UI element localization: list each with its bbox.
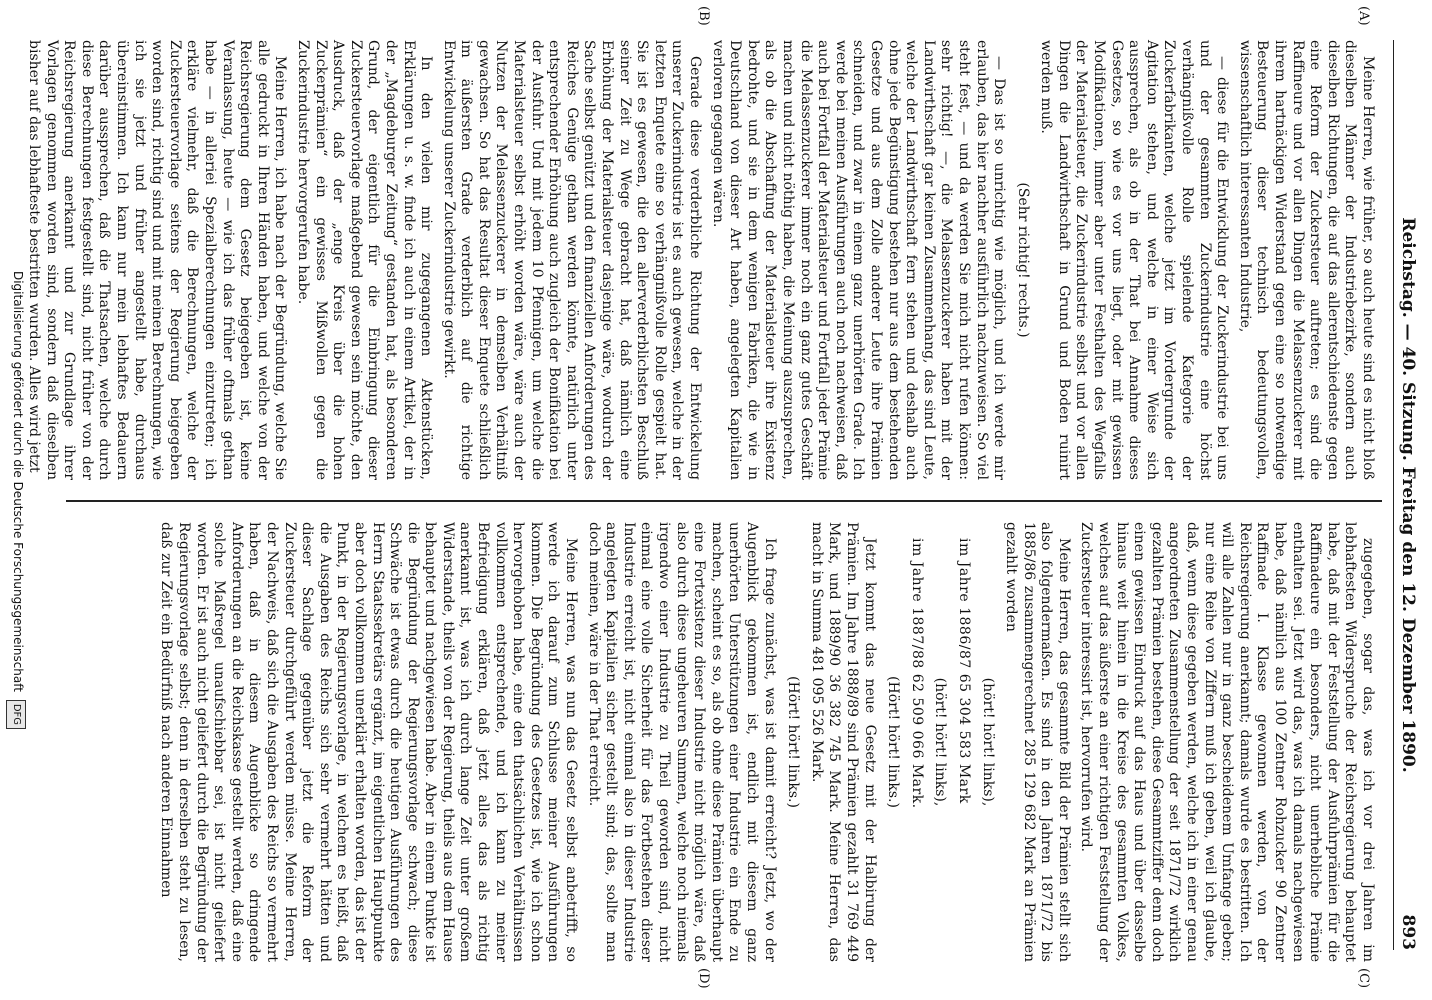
margin-marker-d: (D)	[696, 968, 711, 989]
paragraph: — diese für die Entwicklung der Zuckerindustrie bei uns und der gesammten Zuckerindustrie eine höchst verhängnißvolle Rolle spielende Kategorie der Zuckerfabrikanten, welche jetzt im Vordergrunde der Agitation stehen, und welche in einer Weise sich aussprechen, als ob in der That bei Annahme dieses Gesetzes, so wie es vor uns liegt, oder mit gewissen Modifikationen, immer aber unter Festhalten des Wegfalls der Materialsteuer, die Zuckerindustrie selbst und vor allen Dingen die Landwirthschaft in Grund und Boden ruinirt werden muß.	[1038, 40, 1231, 480]
margin-marker-a: (A)	[1356, 6, 1371, 26]
paragraph: — Das ist so unrichtig wie möglich, und ich werde mir erlauben, das hier nachher ausführlich nachzuweisen. So viel steht fest, — und da werden Sie mich nicht rufen können: sehr richtig! —, die Melassenzuckerer haben mit der Landwirthschaft gar keinen Zusammenhang, das sind Leute, welche der Landwirthschaft fern stehen und deshalb auch ohne jede Begünstigung bestehen nur aus dem bestehenden Gesetze und aus dem Zolle anderer Leute ihre Prämien schneiden, und zwar in einem ganz unerhörten Grade. Ich werde bei meinen Ausführungen auch noch nachweisen, daß auch bei Fortfall der Materialsteuer und Fortfall jeder Prämie die Melassenzuckerer immer noch ein ganz gutes Geschäft machen und nicht nöthig haben, die Meinung auszusprechen, als ob die Abschaffung der Materialsteuer ihre Existenz bedrohte, und sie in dem wenigen Fabriken, die wie in Deutschland von dieser Art haben, angelegten Kapitalien verloren gegangen wären.	[709, 40, 1008, 480]
interjection: (Sehr richtig! rechts.)	[1014, 182, 1031, 338]
right-text-column	[66, 522, 1376, 962]
interjection: (hört! hört! links),	[979, 677, 996, 807]
paragraph: Meine Herren, wie früher, so auch heute sind es nicht bloß dieselben Männer der Industriebezirke, sondern auch dieselben Richtungen, die auf das allerentschiedenste gegen eine Reform der Zuckersteuer auftreten; es sind die Raffineure und vor allen Dingen die Melassenzuckerer mit ihrem hartnäckigen Widerstand gegen eine so notwendige Besteuerung dieser technisch bedeutungsvollen, wissenschaftlich interessanten Industrie,	[1236, 40, 1376, 480]
interjection: (Hört! hört! links.)	[885, 676, 902, 808]
running-title: Reichstag. — 40. Sitzung. Freitag den 12. Dezember 1890.	[1398, 217, 1418, 773]
paragraph: Meine Herren, ich habe nach der Begründung, welche Sie alle gedruckt in Ihren Händen haben, und welche von der Reichsregierung dem Gesetz beigegeben ist, keine Veranlassung, heute — wie ich das früher oftmals gethan habe — in alleriei Spezialberechnungen einzutreten; ich erkläre vielmehr, daß die Berechnungen, welche der Zuckersteuervorlage seitens der Regierung beigegeben worden sind, richtig sind und mit meinen Berechnungen, wie ich sie jetzt und früher angestellt habe, durchaus übereinstimmen. Ich kann nur mein lebhaftes Bedauern darüber aussprechen, daß die Thatsachen, welche durch diese Berechnungen festgestellt sind, nicht früher von der Reichsregierung anerkannt und zur Grundlage ihrer Vorlagen genommen worden sind, sondern daß dieselben bisher auf das lebhafteste bestritten wurden. Alles wird jetzt	[26, 40, 289, 480]
paragraph: Jetzt kommt das neue Gesetz mit der Halbirung der Prämien. Im Jahre 1888/89 sind Prämien gezahlt 31 769 449 Mark, und 1889/90 36 382 745 Mark. Meine Herren, das macht in Summa 481 095 526 Mark.	[808, 522, 878, 962]
paragraph: In den vielen mir zugegangenen Aktenstücken, Erklärungen u. s. w. finde ich auch in einem Artikel, der in der „Magdeburger Zeitung“ gestanden hat, als besonderen Grund, der eigentlich für die Einbringung dieser Zuckersteuervorlage maßgebend gewesen sein möchte, den Ausdruck, daß der „enge Kreis über die hohen Zuckerprämien“ ein gewisses Mißwollen gegen die Zuckerindustrie hervorgerufen habe.	[294, 40, 435, 480]
left-text-column	[26, 40, 1376, 480]
margin-marker-b: (B)	[696, 6, 711, 26]
credit-text: Digitalisierung gefördert durch die Deutsche Forschungsgemeinschaft	[10, 270, 25, 692]
column-divider	[66, 500, 1382, 502]
margin-marker-c: (C)	[1356, 968, 1371, 989]
page-header	[1393, 40, 1418, 950]
dfg-logo-badge: DFG	[6, 700, 26, 729]
premium-figure-line: im Jahre 1886/87 65 304 583 Mark	[955, 538, 972, 804]
paragraph: Meine Herren, das gesammte Bild der Prämien stellt sich also folgendermaßen. Es sind in den Jahren 1871/72 bis 1885/86 zusammengerechnet 285 129 682 Mark an Prämien gezahlt worden	[1003, 522, 1072, 962]
page-number: 893	[1398, 914, 1418, 950]
digitization-credit	[6, 0, 26, 1000]
paragraph: Ich frage zunächst, was ist damit erreicht? Jetzt, wo der Augenblick gekommen ist, endlich mit diesem ganz unerhörten Unterstützungen einer Industrie ein Ende zu machen, scheint es so, als ob ohne diese Prämien überhaupt eine Fortexistenz dieser Industrie nicht möglich wäre, daß also durch diese ungeheuren Summen, welche noch niemals irgendwo einer Industrie zu Theil geworden sind, nicht einmal eine volle Sicherheit für das Fortbestehen dieser Industrie erreicht ist, nicht einmal also in dieser Industrie angelegten Kapitalien sicher gestellt sind; das, sollte man doch meinen, wäre in der That erreicht.	[585, 522, 778, 962]
interjection: (Hört! hört! links.)	[785, 676, 802, 808]
paragraph: Gerade diese verderbliche Richtung der Entwickelung unserer Zuckerindustrie ist es auch gewesen, welche in der letzten Enquete eine so verhängnißvolle Rolle gespielt hat. Sie ist es gewesen, die den allerverderblichsten Beschluß seiner Zeit zu Wege gebracht hat, daß nämlich eine Erhöhung der Materialsteuer dasjenige wäre, wodurch der Sache selbst genützt und den finanziellen Anforderungen des Reiches Genüge gethan werden könnte, natürlich unter entsprechender Erhöhung auch zugleich der Bonifikation bei der Ausfuhr. Und mit jedem 10 Pfennigen, um welche die Materialsteuer selbst erhöht worden wäre, wäre auch der Nutzen der Melassenzuckerer in demselben Verhältniß gewachsen. So hat das Resultat dieser Enquete schließlich im äußersten Grade verderblich auf die richtige Entwickelung unserer Zuckerindustrie gewirkt.	[440, 40, 704, 480]
premium-figure-line: im Jahre 1887/88 62 509 066 Mark.	[908, 538, 925, 809]
paragraph: zugegeben, sogar das, was ich vor drei Jahren im lebhaftesten Widerspruche der Reichsregierung behauptet habe, daß mit der Feststellung der Ausfuhrprämien für die Raffinadeure ein besonders, nicht unerhebliche Prämie enthalten sei. Jetzt wird das, was ich damals nachgewiesen habe, daß nämlich aus 100 Zentner Rohzucker 90 Zentner Raffinade I. Klasse gewonnen werden, von der Reichsregierung anerkannt; damals wurde es bestritten. Ich will alle Zahlen nur in ganz bescheidenem Umfange geben; nur eine Reihe von Ziffern muß ich geben, weil ich glaube, daß, wenn diese gegeben werden, welche ich in einer genau angeordneten Zusammenstellung der seit 1871/72 wirklich gezahlten Prämien bestehen, diese Gesammtziffer denn doch einen gewissen Eindruck auf das Haus und über dasselbe hinaus weit hinein in die Kreise des gesammten Volkes, welches auf das äußerste an einer richtigen Feststellung der Zuckersteuer interessirt ist, hervorrufen wird.	[1078, 522, 1376, 962]
paragraph: Meine Herren, was nun das Gesetz selbst anbetrifft, so werde ich darauf zum Schlusse meiner Ausführungen kommen. Die Begründung des Gesetzes ist, wie ich schon hervorgehoben habe, eine den thatsächlichen Verhältnissen vollkommen entsprechende, und ich kann zu meiner Befriedigung erklären, daß jetzt alles das als richtig anerkannt ist, was ich durch lange Zeit unter großem Widerstande, theils von der Regierung, theils aus dem Hause behauptet und nachgewiesen habe. Aber in einem Punkte ist die Begründung der Regierungsvorlage schwach; diese Schwäche ist etwas durch die heutigen Ausführungen des Herrn Staatssekretärs ergänzt, im eigentlichen Hauptpunkte aber doch vollkommen unerklärt erhalten worden, das ist der Punkt, in der Regierungsvorlage, in welchem es heißt, daß die Ausgaben des Reichs sich sehr vermehrt hätten und dieser Sachlage gegenüber jetzt die Reform der Zuckersteuer durchgeführt werden müsse. Meine Herren, der Nachweis, daß sich die Ausgaben des Reichs so vermehrt haben, daß in diesem Augenblicke so dringende Anforderungen an die Reichskasse gestellt werden, daß eine solche Maßregel unaufschiebbar sei, ist nicht geliefert worden. Er ist auch nicht geliefert durch die Begründung der Regierungsvorlage selbst; denn in derselben steht zu lesen, daß zur Zeit ein Bedürfniß nach anderen Einnahmen	[158, 522, 580, 962]
interjection: (hört! hört! links),	[932, 677, 949, 807]
